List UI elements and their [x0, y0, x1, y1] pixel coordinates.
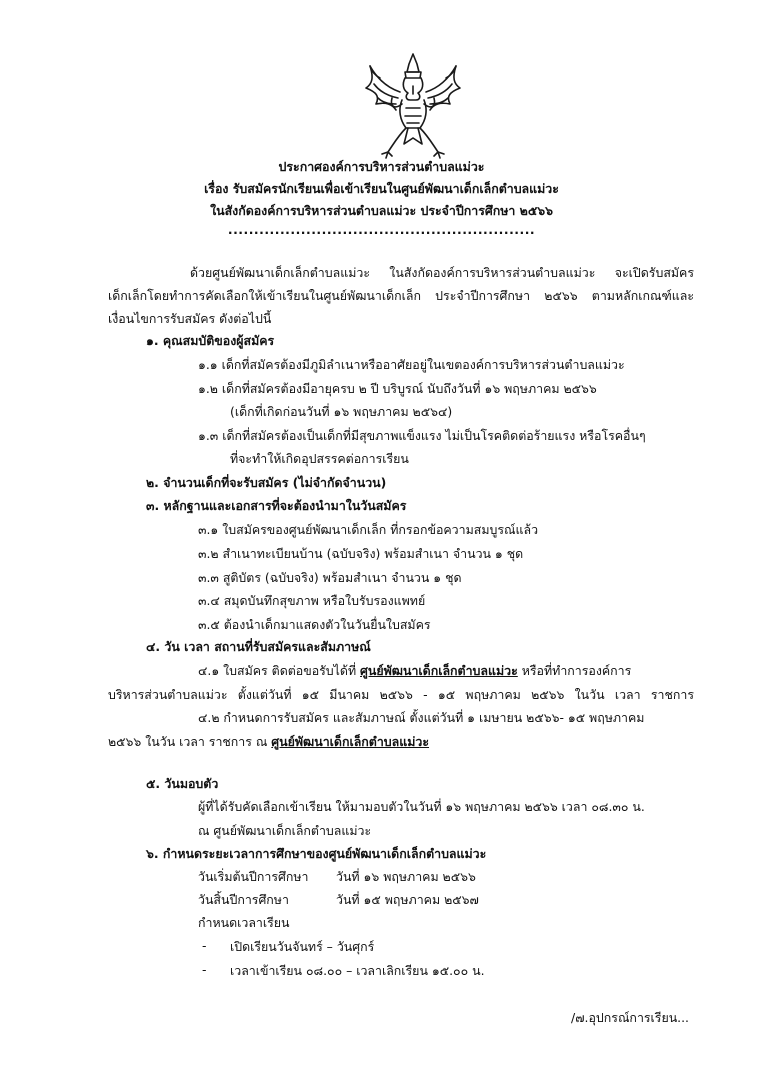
section5-heading: ๕. วันมอบตัว: [146, 776, 219, 791]
section4-item2-line2: [108, 733, 429, 752]
section4-heading: ๔. วัน เวลา สถานที่รับสมัครและสัมภาษณ์: [146, 639, 371, 654]
section4-item2: ๔.๒ กำหนดการรับสมัคร และสัมภาษณ์ ตั้งแต่วันที่ ๑ เมษายน ๒๕๖๖- ๑๕ พฤษภาคม: [198, 710, 645, 725]
section6-end-value: วันที่ ๑๕ พฤษภาคม ๒๕๖๗: [336, 892, 479, 907]
section1-item2: ๑.๒ เด็กที่สมัครต้องมีอายุครบ ๒ ปี บริบูรณ์ นับถึงวันที่ ๑๖ พฤษภาคม ๒๕๖๖: [198, 381, 597, 396]
section6-start-label: วันเริ่มต้นปีการศึกษา: [198, 869, 309, 884]
title-divider: ...........................................................: [227, 222, 536, 237]
garuda-emblem: [358, 48, 468, 160]
section3-item1: ๓.๑ ใบสมัครของศูนย์พัฒนาเด็กเล็ก ที่กรอกข้อความสมบูรณ์แล้ว: [198, 522, 539, 537]
section6-bullet1: เปิดเรียนวันจันทร์ – วันศุกร์: [230, 939, 375, 954]
section4-item2-text: ๒๕๖๖ ในวัน เวลา ราชการ ณ: [108, 734, 272, 749]
section6-bullet1-mark: -: [202, 938, 207, 953]
section6-heading: ๖. กำหนดระยะเวลาการศึกษาของศูนย์พัฒนาเด็กเล็กตำบลแม่วะ: [146, 846, 487, 861]
section6-bullet2: เวลาเข้าเรียน ๐๘.๐๐ – เวลาเลิกเรียน ๑๕.๐๐ น.: [230, 963, 485, 978]
title-line-3: ในสังกัดองค์การบริหารส่วนตำบลแม่วะ ประจำปีการศึกษา ๒๕๖๖: [210, 203, 553, 218]
title-line-1: ประกาศองค์การบริหารส่วนตำบลแม่วะ: [278, 159, 485, 174]
intro-line-2: เด็กเล็กโดยทำการคัดเลือกให้เข้าเรียนในศูนย์พัฒนาเด็กเล็ก ประจำปีการศึกษา ๒๕๖๖ ตามหลักเกณฑ์และ: [108, 288, 694, 303]
section2-heading: ๒. จำนวนเด็กที่จะรับสมัคร (ไม่จำกัดจำนวน): [146, 475, 387, 490]
section6-bullet2-mark: -: [202, 962, 207, 977]
section3-item4: ๓.๔ สมุดบันทึกสุขภาพ หรือใบรับรองแพทย์: [198, 593, 426, 608]
section1-item3-cont: ที่จะทำให้เกิดอุปสรรคต่อการเรียน: [230, 451, 409, 466]
section4-item1: [198, 662, 631, 681]
section3-item2: ๓.๒ สำเนาทะเบียนบ้าน (ฉบับจริง) พร้อมสำเนา จำนวน ๑ ชุด: [198, 546, 524, 561]
section3-item3: ๓.๓ สูติบัตร (ฉบับจริง) พร้อมสำเนา จำนวน ๑ ชุด: [198, 570, 462, 585]
section4-item1-alt: หรือที่ทำการองค์การ: [517, 663, 632, 678]
section1-item3: ๑.๓ เด็กที่สมัครต้องเป็นเด็กที่มีสุขภาพแข็งแรง ไม่เป็นโรคติดต่อร้ายแรง หรือโรคอื่นๆ: [198, 428, 646, 443]
section3-item5: ๓.๕ ต้องนำเด็กมาแสดงตัวในวันยื่นใบสมัคร: [198, 617, 431, 632]
section6-schedule-label: กำหนดเวลาเรียน: [198, 915, 290, 930]
title-line-2: เรื่อง รับสมัครนักเรียนเพื่อเข้าเรียนในศูนย์พัฒนาเด็กเล็กตำบลแม่วะ: [204, 181, 559, 196]
section6-start-value: วันที่ ๑๖ พฤษภาคม ๒๕๖๖: [336, 869, 476, 884]
section3-heading: ๓. หลักฐานและเอกสารที่จะต้องนำมาในวันสมัคร: [146, 498, 407, 513]
section1-item1: ๑.๑ เด็กที่สมัครต้องมีภูมิลำเนาหรืออาศัยอยู่ในเขตองค์การบริหารส่วนตำบลแม่วะ: [198, 357, 625, 372]
section6-end-label: วันสิ้นปีการศึกษา: [198, 892, 289, 907]
section1-heading: ๑. คุณสมบัติของผู้สมัคร: [146, 333, 275, 348]
section5-line1: ผู้ที่ได้รับคัดเลือกเข้าเรียน ให้มามอบตัวในวันที่ ๑๖ พฤษภาคม ๒๕๖๖ เวลา ๐๘.๓๐ น.: [198, 799, 645, 814]
section4-item1-place: ศูนย์พัฒนาเด็กเล็กตำบลแม่วะ: [360, 663, 518, 678]
section1-item2-note: (เด็กที่เกิดก่อนวันที่ ๑๖ พฤษภาคม ๒๕๖๔): [230, 404, 453, 419]
continued-note: /๗.อุปกรณ์การเรียน...: [571, 1010, 689, 1025]
section5-line2: ณ ศูนย์พัฒนาเด็กเล็กตำบลแม่วะ: [198, 823, 372, 838]
section4-item1-line2: บริหารส่วนตำบลแม่วะ ตั้งแต่วันที่ ๑๕ มีนาคม ๒๕๖๖ - ๑๕ พฤษภาคม ๒๕๖๖ ในวัน เวลา ราชการ: [108, 687, 694, 702]
intro-line-3: เงื่อนไขการรับสมัคร ดังต่อไปนี้: [108, 311, 272, 326]
section4-item1-text: ๔.๑ ใบสมัคร ติดต่อขอรับได้ที่: [198, 663, 361, 678]
intro-line-1: ด้วยศูนย์พัฒนาเด็กเล็กตำบลแม่วะ ในสังกัดองค์การบริหารส่วนตำบลแม่วะ จะเปิดรับสมัคร: [190, 265, 694, 280]
section4-item2-place: ศูนย์พัฒนาเด็กเล็กตำบลแม่วะ: [271, 734, 430, 749]
